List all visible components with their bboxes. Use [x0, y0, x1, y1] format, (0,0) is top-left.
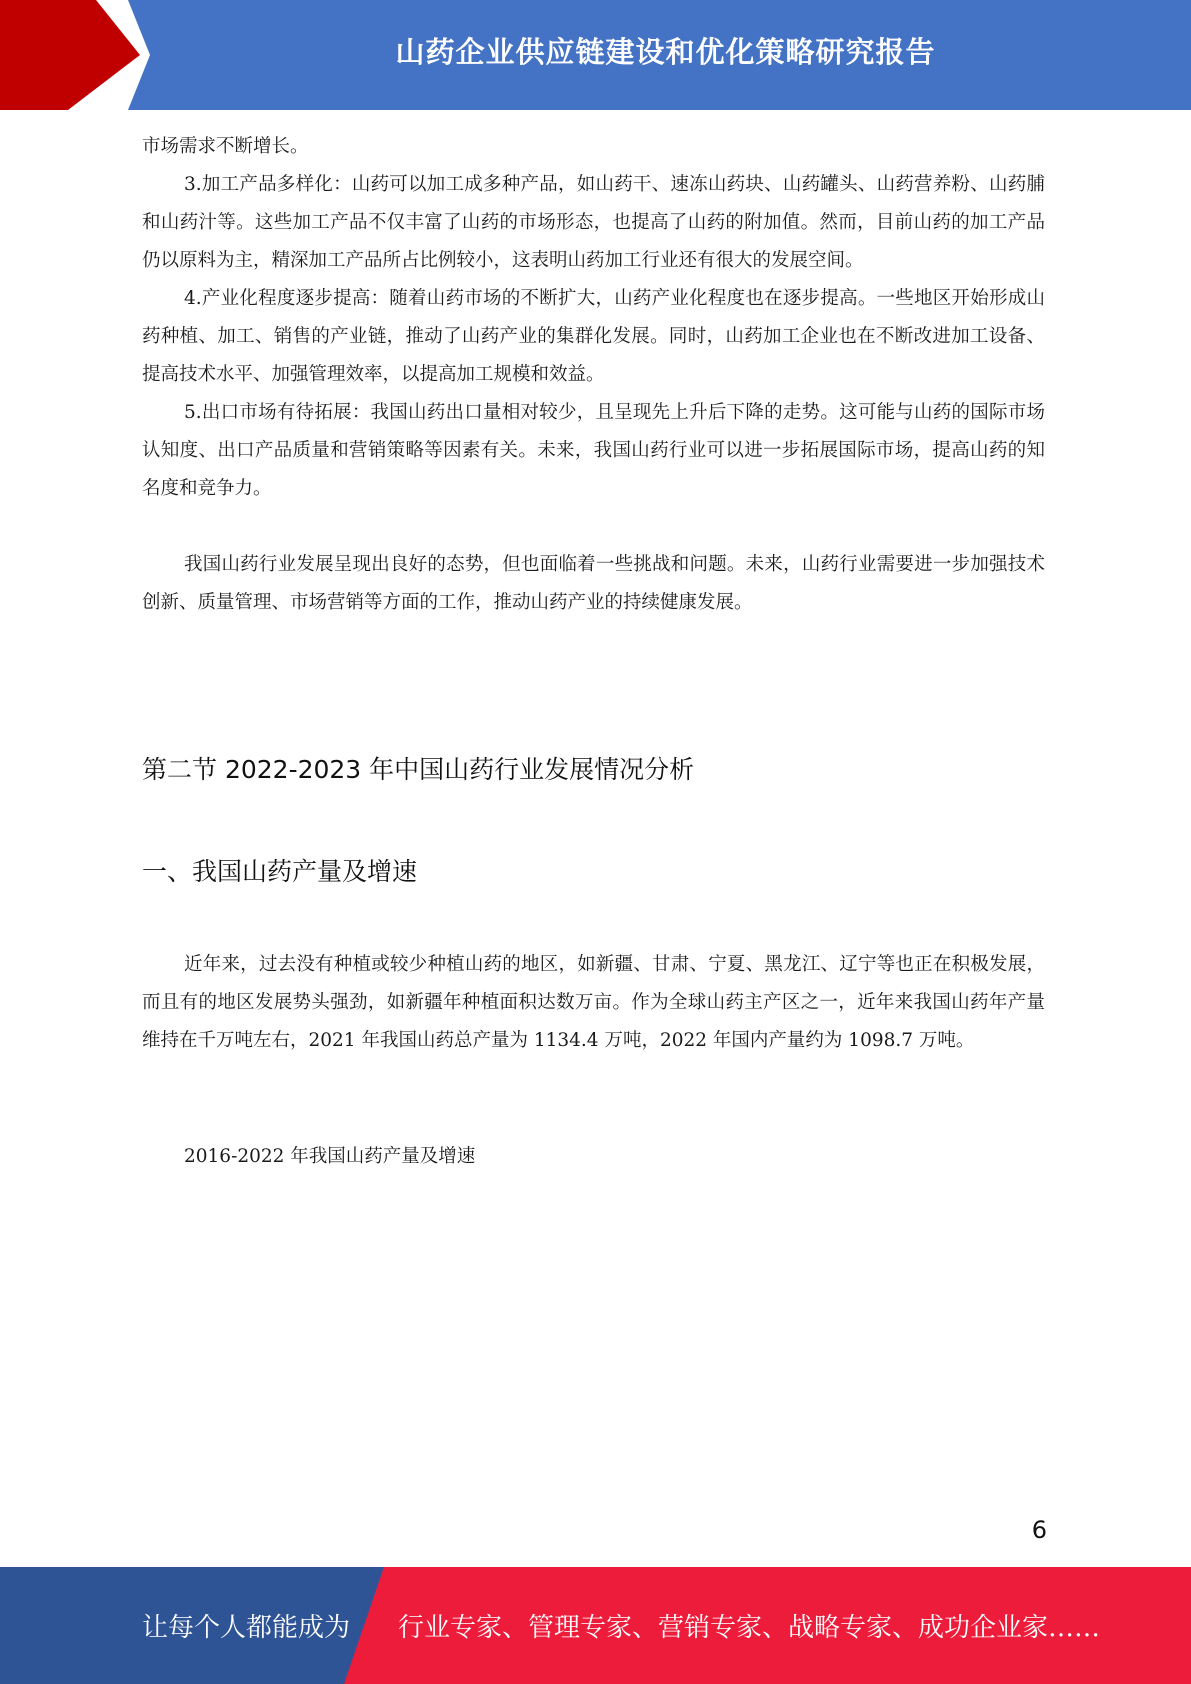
subsection-heading: 一、我国山药产量及增速: [142, 857, 418, 886]
footer-slogan-right: 行业专家、管理专家、营销专家、战略专家、成功企业家……: [398, 1613, 1101, 1643]
body-content: [142, 128, 1045, 622]
paragraph-production: 近年来，过去没有种植或较少种植山药的地区，如新疆、甘肃、宁夏、黑龙江、辽宁等也正在积极发展，而且有的地区发展势头强劲，如新疆年种植面积达数万亩。作为全球山药主产区之一，近年来我国山药年产量维持在千万吨左右，2021 年我国山药总产量为 1134.4 万吨，2022 年国内产量约为 1098.7 万吨。: [142, 954, 1045, 1051]
page-header: [0, 0, 1191, 110]
chart-caption: 2016-2022 年我国山药产量及增速: [184, 1146, 476, 1167]
footer-slogan-left: 让每个人都能成为: [142, 1613, 351, 1643]
page-number: 6: [1031, 1516, 1047, 1544]
paragraph-processed-products: 3.加工产品多样化：山药可以加工成多种产品，如山药干、速冻山药块、山药罐头、山药营养粉、山药脯和山药汁等。这些加工产品不仅丰富了山药的市场形态，也提高了山药的附加值。然而，目前山药的加工产品仍以原料为主，精深加工产品所占比例较小，这表明山药加工行业还有很大的发展空间。: [142, 174, 1045, 271]
page-footer: [0, 1567, 1191, 1684]
body-content-production: [142, 946, 1045, 1060]
section-heading: 第二节 2022-2023 年中国山药行业发展情况分析: [142, 755, 695, 784]
paragraph-continuation: 市场需求不断增长。: [142, 136, 309, 157]
paragraph-industrialization: 4.产业化程度逐步提高：随着山药市场的不断扩大，山药产业化程度也在逐步提高。一些地区开始形成山药种植、加工、销售的产业链，推动了山药产业的集群化发展。同时，山药加工企业也在不断改进加工设备、提高技术水平、加强管理效率，以提高加工规模和效益。: [142, 288, 1045, 385]
paragraph-export-market: 5.出口市场有待拓展：我国山药出口量相对较少，且呈现先上升后下降的走势。这可能与山药的国际市场认知度、出口产品质量和营销策略等因素有关。未来，我国山药行业可以进一步拓展国际市场，提高山药的知名度和竞争力。: [142, 402, 1045, 499]
header-title: 山药企业供应链建设和优化策略研究报告: [395, 34, 936, 69]
paragraph-summary: 我国山药行业发展呈现出良好的态势，但也面临着一些挑战和问题。未来，山药行业需要进一步加强技术创新、质量管理、市场营销等方面的工作，推动山药产业的持续健康发展。: [142, 554, 1045, 613]
